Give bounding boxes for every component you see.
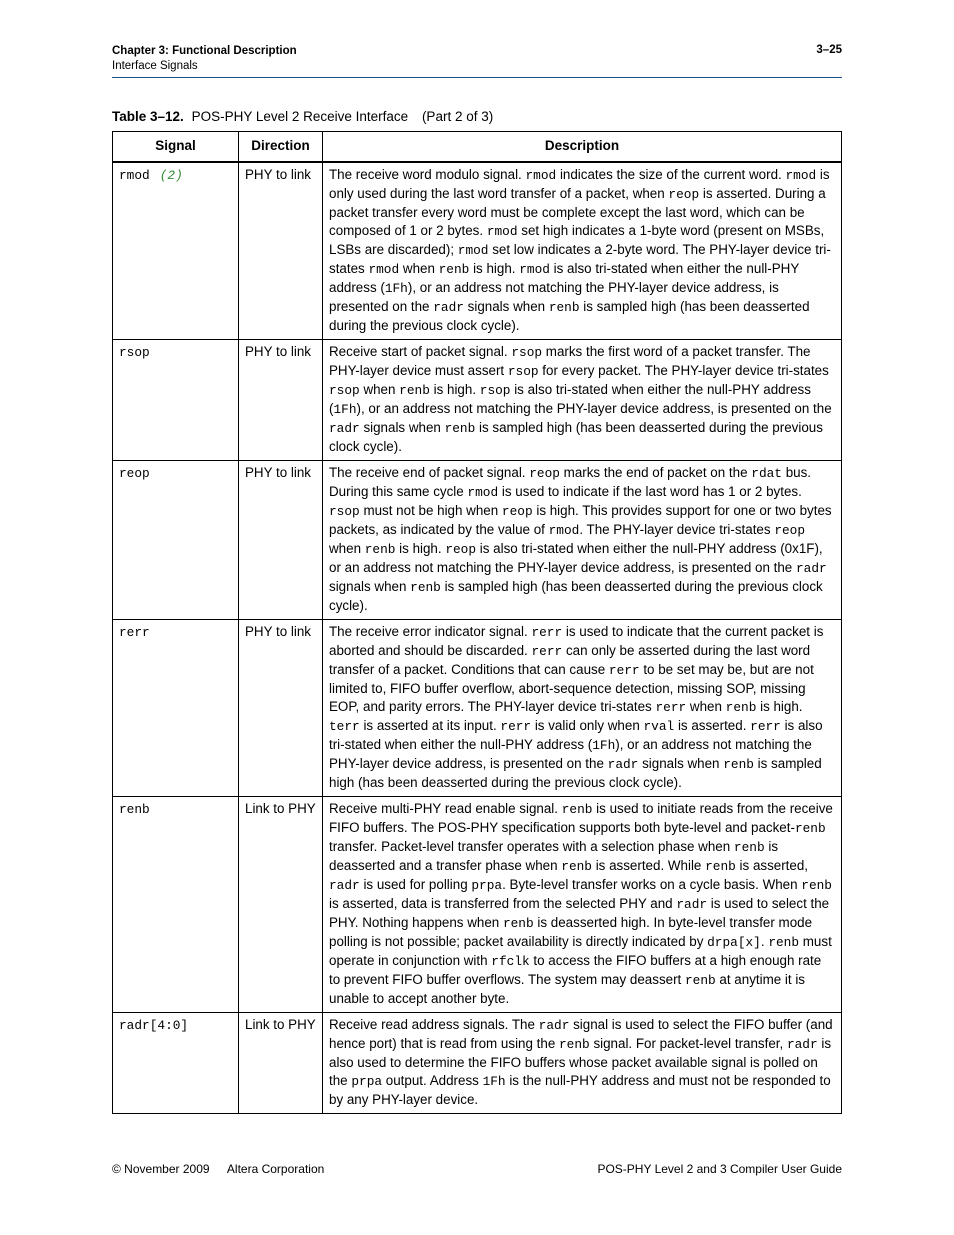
table-row [113,620,842,797]
description-text: must not be high when [359,503,502,518]
description-text: is sampled high (has been deasserted during the previous clock cycle). [329,756,822,790]
description-text: to access the FIFO buffers at a high enough rate to prevent FIFO buffer overflows. The system may deassert [329,953,822,987]
code-term: renb [548,300,580,315]
code-term: 1Fh [333,402,357,417]
description-cell [323,340,842,461]
signal-name: radr[4:0] [119,1018,189,1033]
table-part: (Part 2 of 3) [421,109,494,124]
description-text: is also used to determine the FIFO buffers whose packet available signal is polled on the [329,1036,832,1088]
code-term: rval [643,719,675,734]
code-term: rerr [531,625,563,640]
footer-left [112,1162,324,1176]
code-term: renb [438,262,470,277]
description-cell [323,1013,842,1114]
code-term: rerr [531,644,563,659]
description-text: . [760,934,769,949]
description-cell [323,797,842,1013]
code-term: drpa[x] [707,935,761,950]
description-text: is sampled high (has been deasserted during the previous clock cycle). [329,420,823,454]
description-text: is high. This provides support for one or two bytes packets, as indicated by the value of [329,503,832,537]
description-text: can only be asserted during the last word transfer of a packet. Conditions that can cause [329,643,811,677]
code-term: rfclk [491,954,530,969]
code-term: rerr [655,700,687,715]
code-term: rdat [751,466,782,481]
running-header [112,44,297,74]
description-text: is deasserted and a transfer phase when [329,839,779,873]
description-text: The receive word modulo signal. [329,167,526,182]
description-text: is asserted, data is transferred from the selected PHY and [329,896,677,911]
description-text: ), or an address not matching the PHY-layer device address, is presented on the [356,401,832,416]
code-term: renb [801,878,832,893]
direction-cell: PHY to link [239,461,323,620]
code-term: renb [705,859,736,874]
column-header-direction: Direction [239,132,323,163]
signal-cell [113,620,239,797]
description-text: set high indicates a 1-byte word (present on MSBs, LSBs are discarded); [329,223,825,257]
description-text: The receive end of packet signal. [329,465,530,480]
direction-cell: PHY to link [239,162,323,340]
signal-table [112,131,842,1114]
description-text: is valid only when [531,718,644,733]
code-term: renb [444,421,476,436]
description-text: at anytime it is unable to accept another byte. [329,972,806,1006]
code-term: 1Fh [592,738,616,753]
table-row [113,797,842,1013]
table-caption [112,109,493,124]
code-term: renb [502,916,534,931]
description-text: when [686,699,726,714]
code-term: 1Fh [482,1074,506,1089]
description-text: is high. [429,382,480,397]
table-row [113,340,842,461]
description-text: transfer. Packet-level transfer operates with a selection phase when [329,839,734,854]
footnote-ref: (2) [159,168,183,183]
description-text: is also tri-stated when either the null-PHY address ( [329,261,800,295]
code-term: renb [684,973,716,988]
description-text: set low indicates a 2-byte word. The PHY-layer device tri-states [329,242,831,276]
description-text: is used to initiate reads from the receive FIFO buffers. The POS-PHY specification supports both byte-level and packet- [329,801,833,835]
code-term: renb [364,542,396,557]
code-term: reop [501,504,533,519]
header-rule [112,77,842,78]
code-term: rsop [329,504,360,519]
code-term: radr [676,897,708,912]
table-label: Table 3–12. [112,109,184,124]
code-term: radr [538,1018,570,1033]
code-term: rsop [507,364,539,379]
code-term: rerr [750,719,781,734]
code-term: rmod [467,485,499,500]
code-term: renb [561,802,593,817]
description-text: for every packet. The PHY-layer device tri-states [538,363,829,378]
code-term: rsop [329,383,360,398]
signal-cell [113,162,239,340]
description-text: output. Address [382,1073,483,1088]
description-text: is used to indicate that the current packet is aborted and should be discarded. [329,624,824,658]
description-text: is used to select the PHY. Nothing happens when [329,896,830,930]
description-text: signals when [329,579,411,594]
direction-cell: Link to PHY [239,797,323,1013]
direction-cell: PHY to link [239,620,323,797]
code-term: prpa [471,878,503,893]
description-text: . Byte-level transfer works on a cycle basis. When [502,877,802,892]
code-term: renb [410,580,441,595]
table-row [113,1013,842,1114]
description-text: is high. [756,699,803,714]
description-text: when [359,382,400,397]
description-text: bus. During this same cycle [329,465,812,499]
code-term: rerr [608,663,640,678]
description-text: is asserted at its input. [359,718,501,733]
description-text: signals when [463,299,549,314]
code-term: radr [795,561,827,576]
signal-name: rerr [119,625,150,640]
description-text: marks the end of packet on the [559,465,752,480]
code-term: radr [329,878,360,893]
code-term: terr [329,719,360,734]
code-term: radr [433,300,464,315]
description-text: is also tri-stated when either the null-PHY address ( [329,718,823,752]
code-term: 1Fh [384,281,408,296]
footer-guide-title: POS-PHY Level 2 and 3 Compiler User Guide [597,1162,842,1176]
signal-cell [113,340,239,461]
description-cell [323,162,842,340]
description-text: is asserted. [674,718,751,733]
code-term: reop [668,187,700,202]
description-text: Receive start of packet signal. [329,344,512,359]
code-term: prpa [351,1074,383,1089]
description-cell [323,461,842,620]
signal-cell [113,797,239,1013]
code-term: rmod [368,262,400,277]
description-text: indicates the size of the current word. [556,167,786,182]
signal-cell [113,461,239,620]
description-text: is used for polling [359,877,472,892]
code-term: renb [561,859,592,874]
column-header-signal: Signal [113,132,239,163]
code-term: rerr [500,719,532,734]
description-text: is deasserted high. In byte-level transfer mode polling is not possible; packet availability is directly indicated by [329,915,813,949]
description-text: The receive error indicator signal. [329,624,532,639]
description-text: to be set may be, but are not limited to, FIFO buffer overflow, abort-sequence detection, missing SOP, missing EOP, and parity errors. The PHY-layer device tri-states [329,662,814,714]
signal-name: rmod [119,168,150,183]
table-header-row [113,132,842,163]
description-text: signals when [359,420,445,435]
code-term: reop [774,523,806,538]
description-text: ), or an address not matching the PHY-layer device address, is presented on the [329,737,812,771]
description-text: is high. [469,261,520,276]
code-term: reop [529,466,560,481]
description-text: ), or an address not matching the PHY-layer device address, is presented on the [329,280,779,314]
signal-name: reop [119,466,150,481]
direction-cell: PHY to link [239,340,323,461]
description-text: signals when [638,756,724,771]
table-title: POS-PHY Level 2 Receive Interface [191,109,409,124]
code-term: rmod [519,262,550,277]
code-term: reop [445,542,477,557]
code-term: rmod [548,523,580,538]
direction-cell: Link to PHY [239,1013,323,1114]
table-row [113,461,842,620]
footer-company: Altera Corporation [226,1162,325,1176]
column-header-description: Description [323,132,842,163]
code-term: radr [786,1037,818,1052]
description-text: must operate in conjunction with [329,934,832,968]
signal-name: rsop [119,345,150,360]
signal-cell [113,1013,239,1114]
description-text: is used to indicate if the last word has 1 or 2 bytes. [498,484,802,499]
footer-date: © November 2009 [112,1162,210,1176]
description-text: signal. For packet-level transfer, [589,1036,787,1051]
code-term: renb [733,840,765,855]
table-row [113,162,842,340]
description-text: is high. [395,541,446,556]
description-text: is also tri-stated when either the null-PHY address (0x1F), or an address not matching the PHY-layer device address, is presented on the [329,541,823,575]
code-term: rmod [457,243,489,258]
description-text: marks the first word of a packet transfer. The PHY-layer device must assert [329,344,811,378]
section-title: Interface Signals [112,60,198,72]
page-number: 3–25 [816,44,842,56]
description-text: is sampled high (has been deasserted during the previous clock cycle). [329,579,823,613]
code-term: renb [768,935,800,950]
code-term: radr [329,421,360,436]
description-text: when [329,541,365,556]
description-text: is the null-PHY address and must not be responded to by any PHY-layer device. [329,1073,831,1107]
code-term: rmod [525,168,557,183]
signal-name: renb [119,802,150,817]
description-text: is asserted. While [591,858,706,873]
description-text: . The PHY-layer device tri-states [579,522,775,537]
chapter-title: Chapter 3: Functional Description [112,45,297,57]
code-term: rsop [479,383,511,398]
description-text: is asserted, [735,858,809,873]
code-term: rmod [486,224,518,239]
code-term: radr [607,757,639,772]
description-text: when [399,261,439,276]
code-term: renb [399,383,430,398]
code-term: renb [725,700,757,715]
description-text: Receive read address signals. The [329,1017,539,1032]
code-term: renb [794,821,826,836]
description-text: is asserted. During a packet transfer every word must be complete except the last word, which can be composed of 1 or 2 bytes. [329,186,826,238]
description-text: Receive multi-PHY read enable signal. [329,801,562,816]
description-cell [323,620,842,797]
description-text: is only used during the last word transfer of a packet, when [329,167,830,201]
code-term: renb [559,1037,590,1052]
code-term: rsop [511,345,543,360]
code-term: rmod [785,168,817,183]
description-text: is sampled high (has been deasserted during the previous clock cycle). [329,299,810,333]
description-text: signal is used to select the FIFO buffer (and hence port) that is read from using the [329,1017,833,1051]
description-text: is also tri-stated when either the null-PHY address ( [329,382,811,416]
code-term: renb [723,757,754,772]
